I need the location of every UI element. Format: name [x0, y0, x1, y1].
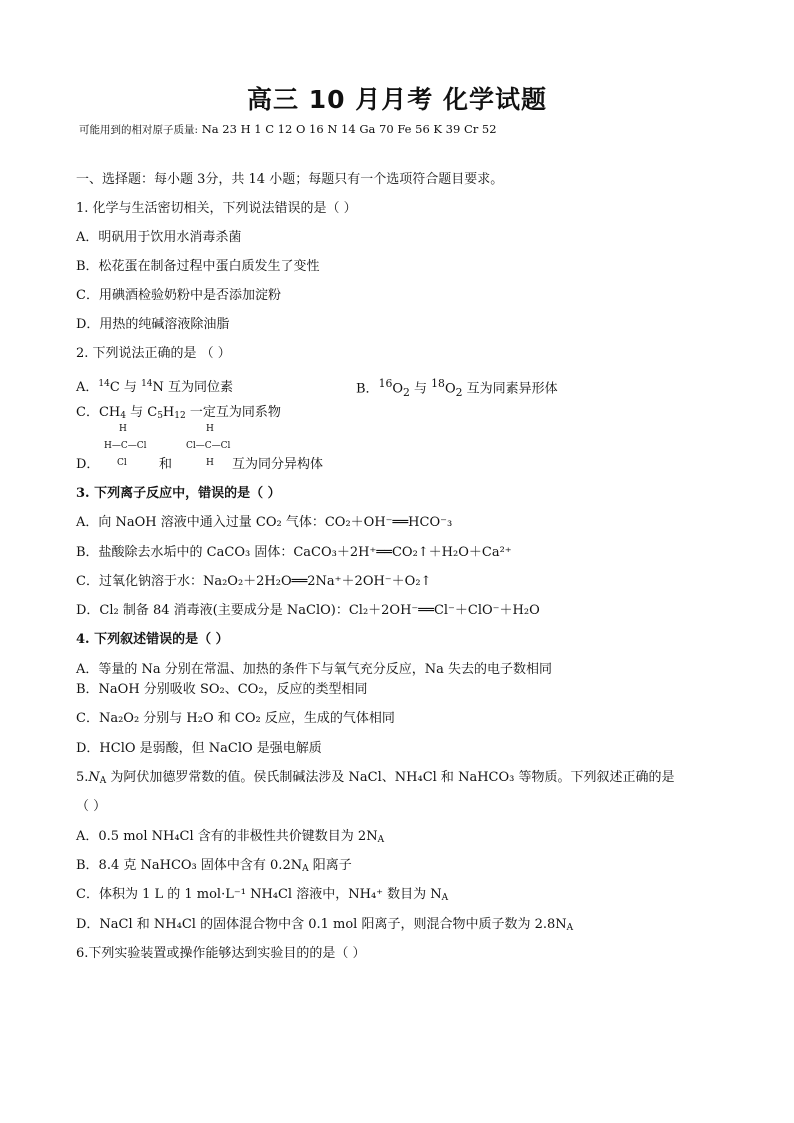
q2-c-sub2: 5 [157, 411, 163, 421]
q2-c-rest: 一定互为同系物 [185, 405, 281, 420]
q5-option-b [76, 857, 352, 878]
q1-option-a: A．明矾用于饮用水消毒杀菌 [76, 230, 242, 245]
q5-number: 5. [76, 770, 89, 785]
q5-option-a [76, 828, 384, 849]
q3-option-a: A．向 NaOH 溶液中通入过量 CO₂ 气体：CO₂＋OH⁻══HCO⁻₃ [76, 515, 453, 530]
q2-c-mid: 与 C [125, 405, 158, 420]
struct2-mid: Cl—C—Cl [186, 441, 231, 451]
q5-b-sub: A [302, 864, 309, 874]
q2-option-b [356, 375, 558, 402]
q2-a-label: A． [76, 380, 99, 395]
q2-d-structure-1 [104, 424, 164, 474]
q2-option-d-label: D． [76, 457, 100, 472]
q2-b-sub1: 2 [403, 385, 410, 399]
q5-na-symbol: N [88, 770, 100, 785]
struct1-h-top: H [119, 424, 127, 434]
struct1-mid: H—C—Cl [104, 441, 147, 451]
q5-option-d [76, 916, 573, 937]
q2-a-rest: N 互为同位素 [152, 380, 234, 395]
q1-option-d: D．用热的纯碱溶液除油脂 [76, 317, 230, 332]
q2-c-sub1: 4 [120, 411, 126, 421]
q2-a-carbon: C 与 [109, 380, 142, 395]
section-heading: 一、选择题：每小题 3分，共 14 小题；每题只有一个选项符合题目要求。 [76, 172, 504, 187]
q5-stem-text: 为阿伏加德罗常数的值。侯氏制碱法涉及 NaCl、NH₄Cl 和 NaHCO₃ 等物质。下列叙述正确的是 [106, 770, 675, 785]
atomic-masses-values: Na 23 H 1 C 12 O 16 N 14 Ga 70 Fe 56 K 39 Cr 52 [201, 122, 497, 136]
q5-c-sub: A [441, 893, 449, 903]
q2-b-mass2: 18 [431, 377, 445, 390]
q1-stem: 1. 化学与生活密切相关，下列说法错误的是（ ） [76, 201, 357, 216]
q5-answer-paren: （ ） [76, 799, 107, 814]
q2-b-mass1: 16 [378, 377, 393, 390]
q2-c-sub3: 12 [174, 411, 186, 421]
q2-option-d-and: 和 [159, 457, 173, 472]
q4-option-c: C．Na₂O₂ 分别与 H₂O 和 CO₂ 反应，生成的气体相同 [76, 711, 395, 726]
q5-b-text: B．8.4 克 NaHCO₃ 固体中含有 0.2N [76, 858, 303, 873]
struct1-cl-bottom: Cl [117, 458, 127, 468]
q2-option-d-text: 互为同分异构体 [232, 457, 324, 472]
q3-stem: 3. 下列离子反应中，错误的是（ ） [76, 486, 281, 501]
q1-option-b: B．松花蛋在制备过程中蛋白质发生了变性 [76, 259, 320, 274]
q5-c-text: C．体积为 1 L 的 1 mol·L⁻¹ NH₄Cl 溶液中，NH₄⁺ 数目为 N [76, 887, 442, 902]
page-title: 高三 10 月月考 化学试题 [247, 85, 547, 114]
q1-option-c: C．用碘酒检验奶粉中是否添加淀粉 [76, 288, 281, 303]
q4-option-d: D．HClO 是弱酸，但 NaClO 是强电解质 [76, 741, 322, 756]
q5-a-text: A．0.5 mol NH₄Cl 含有的非极性共价键数目为 2N [76, 829, 378, 844]
q5-na-sub: A [99, 776, 107, 786]
q3-option-d: D．Cl₂ 制备 84 消毒液(主要成分是 NaClO)：Cl₂＋2OH⁻══Cl⁻＋ClO⁻＋H₂O [76, 603, 540, 618]
struct2-h-bottom: H [206, 458, 214, 468]
atomic-masses [79, 122, 497, 137]
q2-a-mass2: 14 [141, 379, 153, 389]
q2-stem: 2. 下列说法正确的是 （ ） [76, 346, 231, 361]
q6-stem: 6.下列实验装置或操作能够达到实验目的的是（ ） [76, 946, 366, 961]
q2-b-o1: O [392, 381, 404, 397]
q5-d-text: D．NaCl 和 NH₄Cl 的固体混合物中含 0.1 mol 阳离子，则混合物中质子数为 2.8N [76, 917, 567, 932]
q5-b-rest: 阳离子 [308, 858, 352, 873]
q3-option-b: B．盐酸除去水垢中的 CaCO₃ 固体：CaCO₃＋2H⁺══CO₂↑＋H₂O＋Ca²⁺ [76, 545, 512, 560]
q5-stem [76, 769, 674, 790]
q2-b-sub2: 2 [455, 385, 463, 399]
struct2-h-top: H [206, 424, 214, 434]
q2-b-rest: 互为同素异形体 [462, 381, 558, 397]
q2-option-a [76, 375, 233, 397]
q2-b-o2: O [444, 381, 456, 397]
q2-b-mid: 与 [409, 381, 432, 397]
q2-option-c [76, 404, 281, 425]
q4-stem: 4. 下列叙述错误的是（ ） [76, 632, 229, 647]
q2-a-mass1: 14 [98, 379, 110, 389]
q2-c-h: H [162, 405, 175, 420]
q2-b-label: B． [356, 381, 379, 397]
q4-option-a: A．等量的 Na 分别在常温、加热的条件下与氧气充分反应，Na 失去的电子数相同 [76, 662, 553, 677]
atomic-masses-lead: 可能用到的相对原子质量: [79, 124, 199, 136]
q5-a-sub: A [377, 835, 385, 845]
q3-option-c: C．过氧化钠溶于水：Na₂O₂＋2H₂O══2Na⁺＋2OH⁻＋O₂↑ [76, 574, 432, 589]
q5-d-sub: A [566, 923, 574, 933]
q5-option-c [76, 886, 448, 907]
q4-option-b: B．NaOH 分别吸收 SO₂、CO₂，反应的类型相同 [76, 682, 368, 697]
q2-c-label: C．CH [76, 405, 121, 420]
